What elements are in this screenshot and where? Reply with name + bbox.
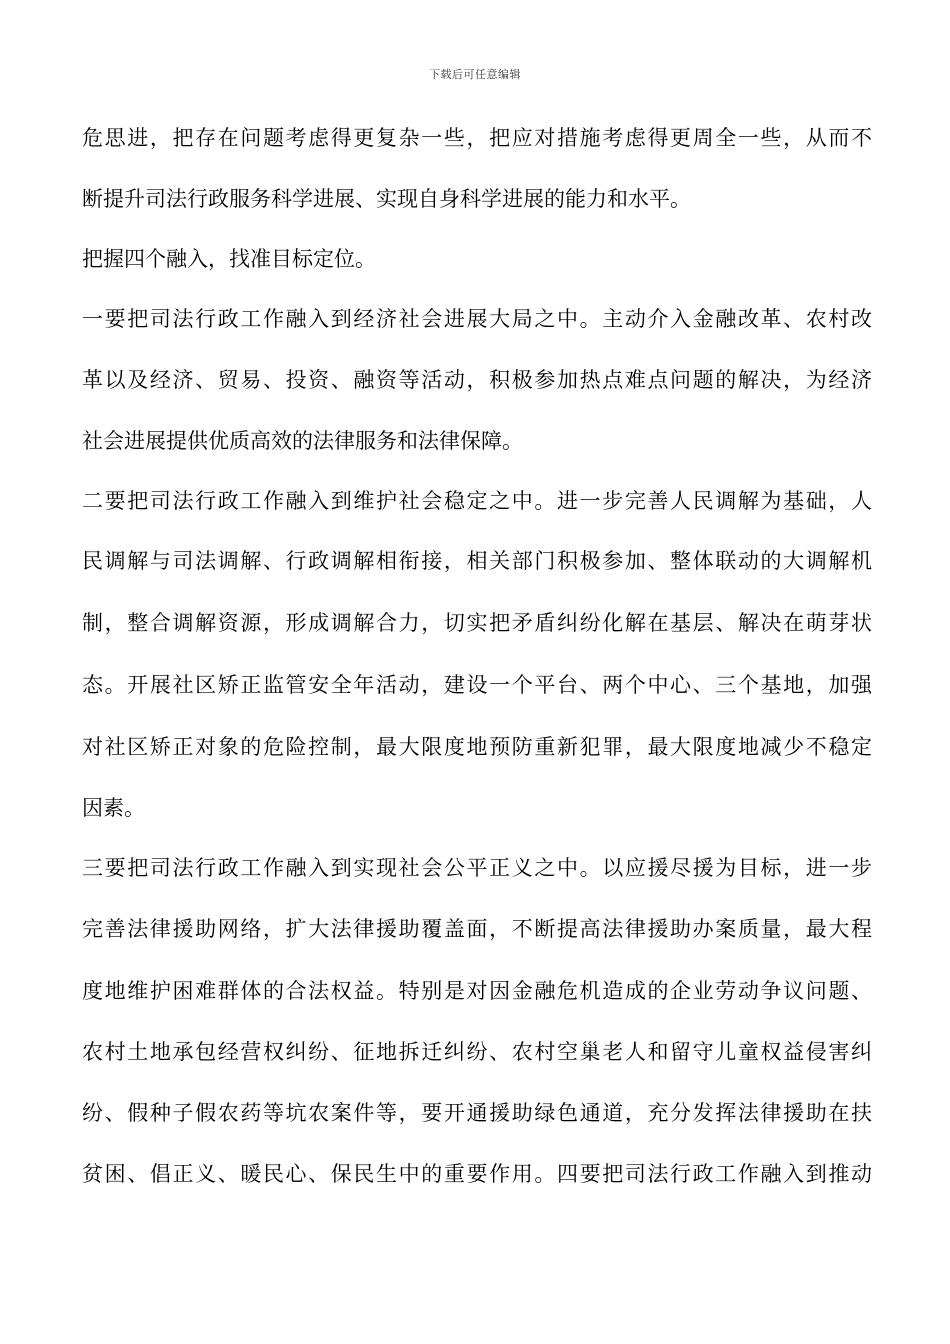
text-line: 社会进展提供优质高效的法律服务和法律保障。 <box>82 429 523 453</box>
text-line: 把握四个融入，找准目标定位。 <box>82 247 376 271</box>
text-line: 贫困、倡正义、暖民心、保民生中的重要作用。四要把司法行政工作融入到推动 <box>82 1162 872 1186</box>
text-line: 二要把司法行政工作融入到维护社会稳定之中。进一步完善人民调解为基础，人 <box>82 489 872 513</box>
text-line: 一要把司法行政工作融入到经济社会进展大局之中。主动介入金融改革、农村改 <box>82 307 872 331</box>
text-line: 对社区矫正对象的危险控制，最大限度地预防重新犯罪，最大限度地减少不稳定 <box>82 735 872 759</box>
text-line: 危思进，把存在问题考虑得更复杂一些，把应对措施考虑得更周全一些，从而不 <box>82 126 872 150</box>
text-line: 民调解与司法调解、行政调解相衔接，相关部门积极参加、整体联动的大调解机 <box>82 549 872 573</box>
text-line: 制，整合调解资源，形成调解合力，切实把矛盾纠纷化解在基层、解决在萌芽状 <box>82 611 872 635</box>
text-line: 断提升司法行政服务科学进展、实现自身科学进展的能力和水平。 <box>82 187 691 211</box>
text-line: 完善法律援助网络，扩大法律援助覆盖面，不断提高法律援助办案质量，最大程 <box>82 917 872 941</box>
text-line: 态。开展社区矫正监管安全年活动，建设一个平台、两个中心、三个基地，加强 <box>82 673 872 697</box>
text-line: 度地维护困难群体的合法权益。特别是对因金融危机造成的企业劳动争议问题、 <box>82 979 872 1003</box>
text-line: 农村土地承包经营权纠纷、征地拆迁纠纷、农村空巢老人和留守儿童权益侵害纠 <box>82 1040 872 1064</box>
page-header: 下载后可任意编辑 <box>429 68 521 81</box>
text-line: 因素。 <box>82 796 145 820</box>
text-line: 革以及经济、贸易、投资、融资等活动，积极参加热点难点问题的解决，为经济 <box>82 368 872 392</box>
text-line: 纷、假种子假农药等坑农案件等，要开通援助绿色通道，充分发挥法律援助在扶 <box>82 1101 872 1125</box>
text-line: 三要把司法行政工作融入到实现社会公平正义之中。以应援尽援为目标，进一步 <box>82 856 872 880</box>
